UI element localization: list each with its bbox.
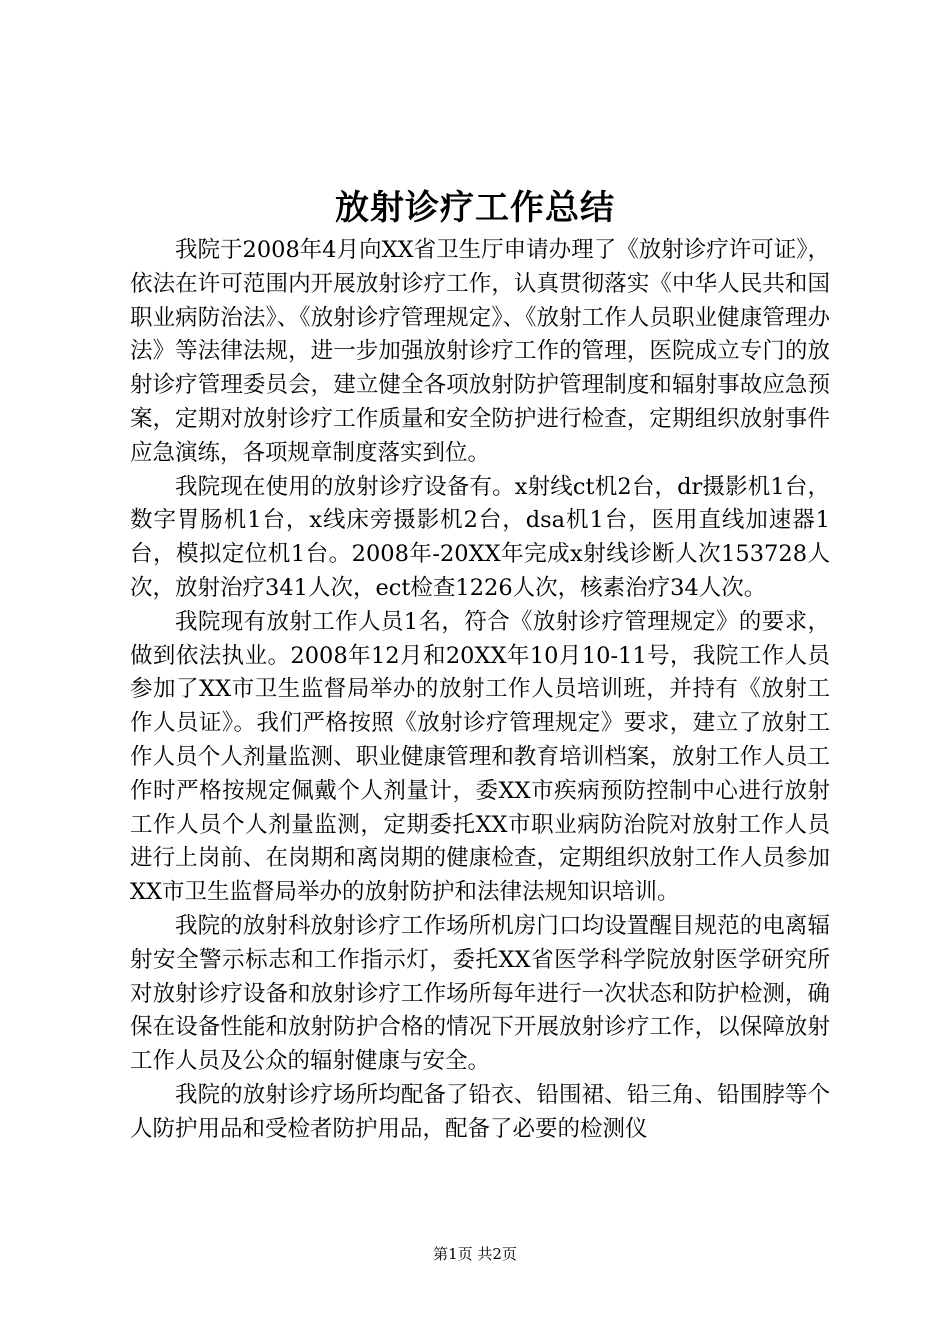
paragraph-4: 我院的放射科放射诊疗工作场所机房门口均设置醒目规范的电离辐射安全警示标志和工作指示灯，委托XX省医学科学院放射医学研究所对放射诊疗设备和放射诊疗工作场所每年进行一次状态和防护检测，确保在设备性能和放射防护合格的情况下开展放射诊疗工作，以保障放射工作人员及公众的辐射健康与安全。 [130, 912, 830, 1075]
paragraph-2: 我院现在使用的放射诊疗设备有。x射线ct机2台，dr摄影机1台，数字胃肠机1台，x线床旁摄影机2台，dsa机1台，医用直线加速器1台，模拟定位机1台。2008年-20XX年完成x射线诊断人次153728人次，放射治疗341人次，ect检查1226人次，核素治疗34人次。 [130, 473, 830, 601]
page-footer: 第1页 共2页 [433, 1245, 517, 1263]
paragraph-5: 我院的放射诊疗场所均配备了铅衣、铅围裙、铅三角、铅围脖等个人防护用品和受检者防护用品，配备了必要的检测仪 [130, 1081, 830, 1142]
document-body [130, 234, 830, 1147]
paragraph-1: 我院于2008年4月向XX省卫生厅申请办理了《放射诊疗许可证》，依法在许可范围内开展放射诊疗工作，认真贯彻落实《中华人民共和国职业病防治法》、《放射诊疗管理规定》、《放射工作人员职业健康管理办法》等法律法规，进一步加强放射诊疗工作的管理，医院成立专门的放射诊疗管理委员会，建立健全各项放射防护管理制度和辐射事故应急预案，定期对放射诊疗工作质量和安全防护进行检查，定期组织放射事件应急演练，各项规章制度落实到位。 [130, 237, 830, 466]
document-title: 放射诊疗工作总结 [335, 188, 615, 228]
paragraph-3: 我院现有放射工作人员1名，符合《放射诊疗管理规定》的要求，做到依法执业。2008年12月和20XX年10月10-11号，我院工作人员参加了XX市卫生监督局举办的放射工作人员培训班，并持有《放射工作人员证》。我们严格按照《放射诊疗管理规定》要求，建立了放射工作人员个人剂量监测、职业健康管理和教育培训档案，放射工作人员工作时严格按规定佩戴个人剂量计，委XX市疾病预防控制中心进行放射工作人员个人剂量监测，定期委托XX市职业病防治院对放射工作人员进行上岗前、在岗期和离岗期的健康检查，定期组织放射工作人员参加XX市卫生监督局举办的放射防护和法律法规知识培训。 [130, 608, 830, 906]
